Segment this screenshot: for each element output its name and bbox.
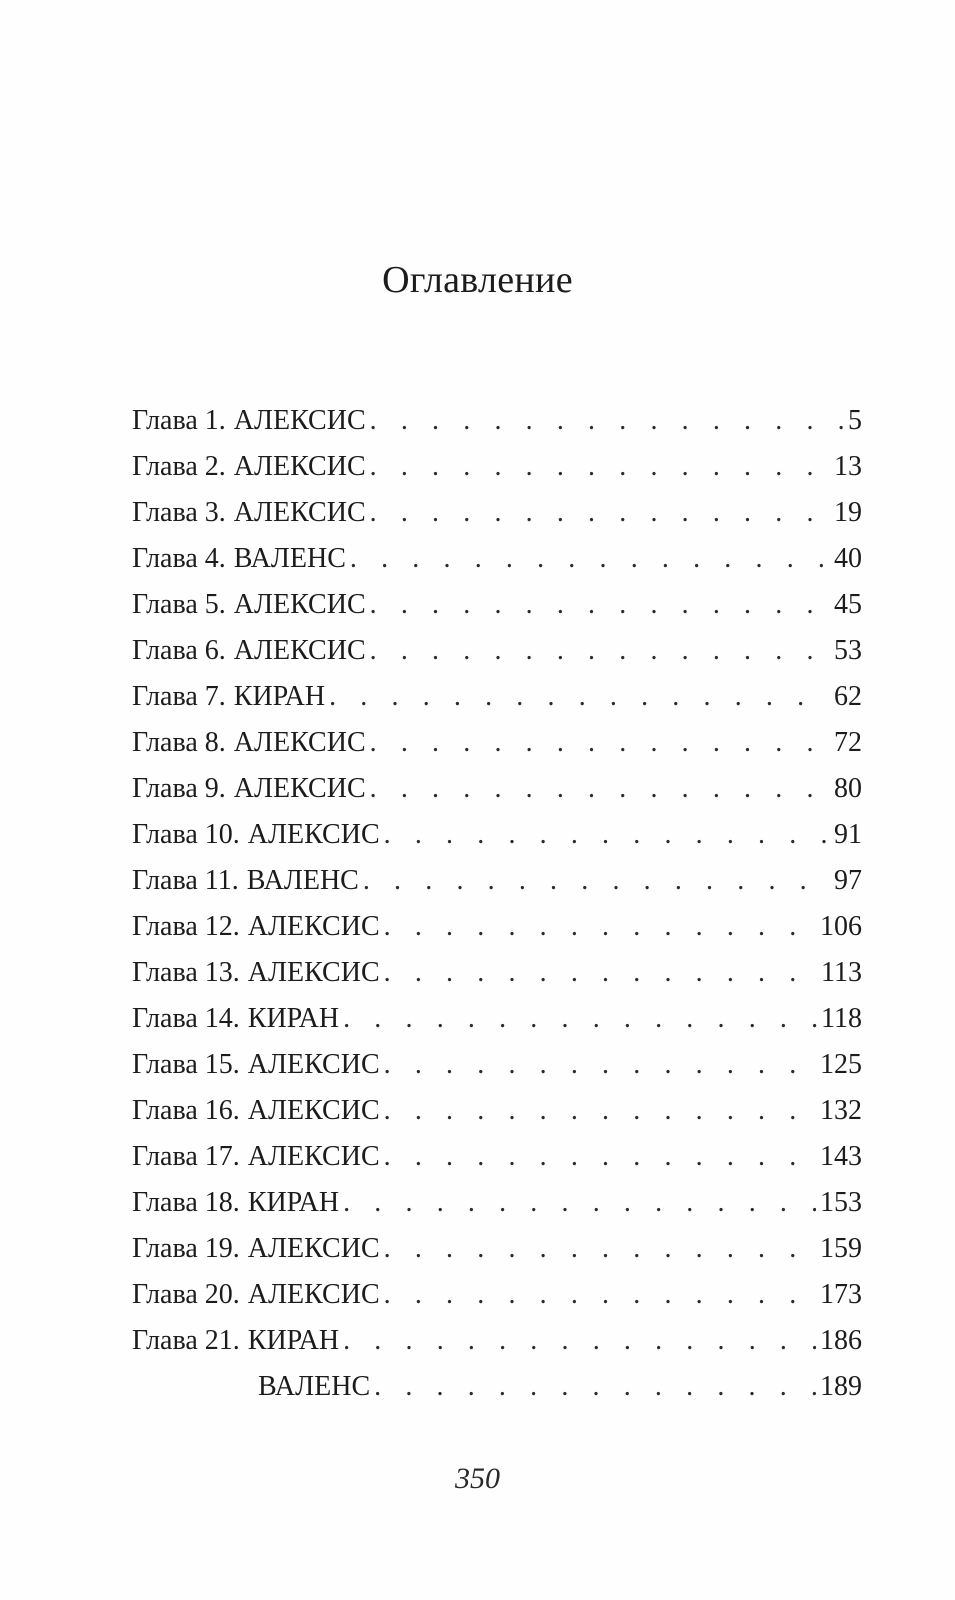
dot-leader bbox=[329, 674, 830, 720]
toc-entry bbox=[132, 674, 862, 720]
toc-entry-page: 91 bbox=[834, 819, 862, 850]
toc-entry-name: АЛЕКСИС bbox=[247, 911, 380, 942]
toc-entry-label bbox=[132, 1318, 339, 1364]
toc-entry bbox=[132, 858, 862, 904]
toc-entry-label bbox=[132, 1364, 370, 1410]
toc-entry-page: 173 bbox=[820, 1279, 862, 1310]
toc-entry-label bbox=[132, 720, 366, 766]
toc-entry-page: 5 bbox=[848, 405, 862, 436]
toc-entry bbox=[132, 950, 862, 996]
toc-entry-label bbox=[132, 812, 380, 858]
dot-leader bbox=[370, 766, 830, 812]
toc-entry-label bbox=[132, 858, 359, 904]
toc-entry-label bbox=[132, 582, 366, 628]
toc-entry-chapter: Глава 20. bbox=[132, 1279, 240, 1310]
toc-entry-chapter: Глава 15. bbox=[132, 1049, 240, 1080]
toc-entry-label bbox=[132, 1272, 380, 1318]
toc-entry-chapter: Глава 9. bbox=[132, 773, 226, 804]
toc-entry-label bbox=[132, 628, 366, 674]
dot-leader bbox=[370, 444, 830, 490]
toc-entry bbox=[132, 628, 862, 674]
toc-entry bbox=[132, 1226, 862, 1272]
toc-entry-label bbox=[132, 398, 366, 444]
toc-entry-chapter: Глава 11. bbox=[132, 865, 239, 896]
toc-entry-name: АЛЕКСИС bbox=[247, 1141, 380, 1172]
toc-entry bbox=[132, 1272, 862, 1318]
toc-entry-page: 143 bbox=[820, 1141, 862, 1172]
toc-entry bbox=[132, 398, 862, 444]
dot-leader bbox=[384, 950, 817, 996]
toc-entry-name: АЛЕКСИС bbox=[247, 1049, 380, 1080]
toc-entry-name: АЛЕКСИС bbox=[233, 589, 366, 620]
dot-leader bbox=[350, 536, 830, 582]
toc-entry-name: АЛЕКСИС bbox=[233, 773, 366, 804]
toc-entry bbox=[132, 444, 862, 490]
toc-entry-chapter: Глава 14. bbox=[132, 1003, 240, 1034]
toc-entry-label bbox=[132, 1180, 339, 1226]
toc-entry-chapter: Глава 5. bbox=[132, 589, 226, 620]
toc-entry bbox=[132, 536, 862, 582]
toc-entry-name: КИРАН bbox=[247, 1187, 340, 1218]
toc-entry-chapter: Глава 16. bbox=[132, 1095, 240, 1126]
toc-entry-name: АЛЕКСИС bbox=[233, 497, 366, 528]
toc-entry-name: АЛЕКСИС bbox=[247, 1279, 380, 1310]
toc-entry bbox=[132, 720, 862, 766]
toc-entry-label bbox=[132, 1226, 380, 1272]
toc-entry bbox=[132, 812, 862, 858]
toc-entry-chapter: Глава 4. bbox=[132, 543, 226, 574]
toc-entry-name: ВАЛЕНС bbox=[258, 1371, 371, 1402]
toc-entry-label bbox=[132, 1134, 380, 1180]
dot-leader bbox=[370, 490, 830, 536]
dot-leader bbox=[343, 996, 817, 1042]
toc-entry-page: 159 bbox=[820, 1233, 862, 1264]
toc-entry-name: КИРАН bbox=[233, 681, 326, 712]
toc-entry-page: 40 bbox=[834, 543, 862, 574]
toc-entry-label bbox=[132, 1088, 380, 1134]
toc-entry-name: АЛЕКСИС bbox=[247, 1233, 380, 1264]
dot-leader bbox=[370, 398, 844, 444]
toc-entry bbox=[132, 1180, 862, 1226]
toc-entry-name: КИРАН bbox=[247, 1003, 340, 1034]
toc-entry-chapter: Глава 8. bbox=[132, 727, 226, 758]
toc-entry-label bbox=[132, 490, 366, 536]
toc-entry-page: 153 bbox=[820, 1187, 862, 1218]
page-number: 350 bbox=[455, 1462, 500, 1495]
toc-entry-page: 80 bbox=[834, 773, 862, 804]
toc-entry-page: 53 bbox=[834, 635, 862, 666]
toc-entry-chapter: Глава 7. bbox=[132, 681, 226, 712]
dot-leader bbox=[384, 1272, 816, 1318]
toc-entry-chapter: Глава 10. bbox=[132, 819, 240, 850]
toc-entry-label bbox=[132, 904, 380, 950]
dot-leader bbox=[370, 628, 830, 674]
toc-entry-page: 125 bbox=[820, 1049, 862, 1080]
toc-entry bbox=[132, 582, 862, 628]
toc-entry-label bbox=[132, 444, 366, 490]
dot-leader bbox=[374, 1364, 816, 1410]
toc-entry-chapter: Глава 6. bbox=[132, 635, 226, 666]
toc-entry-name: ВАЛЕНС bbox=[233, 543, 346, 574]
toc-entry bbox=[132, 996, 862, 1042]
toc-entry-label bbox=[132, 950, 380, 996]
toc-list bbox=[132, 398, 862, 1410]
toc-entry-chapter: Глава 13. bbox=[132, 957, 240, 988]
dot-leader bbox=[384, 812, 830, 858]
dot-leader bbox=[384, 1088, 816, 1134]
toc-entry-name: АЛЕКСИС bbox=[247, 957, 380, 988]
toc-entry-label bbox=[132, 536, 346, 582]
toc-entry bbox=[132, 1088, 862, 1134]
toc-entry-chapter: Глава 19. bbox=[132, 1233, 240, 1264]
toc-title: Оглавление bbox=[382, 259, 573, 301]
toc-entry bbox=[132, 1134, 862, 1180]
dot-leader bbox=[384, 904, 816, 950]
toc-entry-chapter: Глава 17. bbox=[132, 1141, 240, 1172]
toc-entry-name: ВАЛЕНС bbox=[246, 865, 359, 896]
toc-entry-chapter: Глава 12. bbox=[132, 911, 240, 942]
toc-entry-page: 189 bbox=[820, 1371, 862, 1402]
toc-entry-chapter: Глава 3. bbox=[132, 497, 226, 528]
toc-entry-page: 186 bbox=[820, 1325, 862, 1356]
toc-entry-label bbox=[132, 996, 339, 1042]
toc-entry-page: 62 bbox=[834, 681, 862, 712]
toc-entry-label bbox=[132, 1042, 380, 1088]
dot-leader bbox=[384, 1226, 816, 1272]
toc-entry bbox=[132, 766, 862, 812]
toc-entry-page: 13 bbox=[834, 451, 862, 482]
toc-entry bbox=[132, 1364, 862, 1410]
dot-leader bbox=[384, 1042, 816, 1088]
dot-leader bbox=[370, 720, 830, 766]
toc-entry-name: АЛЕКСИС bbox=[233, 451, 366, 482]
toc-entry-page: 72 bbox=[834, 727, 862, 758]
toc-entry-chapter: Глава 2. bbox=[132, 451, 226, 482]
dot-leader bbox=[343, 1180, 816, 1226]
dot-leader bbox=[363, 858, 830, 904]
toc-entry-page: 97 bbox=[834, 865, 862, 896]
toc-entry-name: АЛЕКСИС bbox=[247, 1095, 380, 1126]
toc-entry-page: 106 bbox=[820, 911, 862, 942]
toc-entry-page: 45 bbox=[834, 589, 862, 620]
toc-entry bbox=[132, 490, 862, 536]
dot-leader bbox=[384, 1134, 816, 1180]
toc-entry-page: 132 bbox=[820, 1095, 862, 1126]
toc-entry-name: АЛЕКСИС bbox=[233, 727, 366, 758]
toc-entry-name: АЛЕКСИС bbox=[233, 405, 366, 436]
toc-entry-page: 19 bbox=[834, 497, 862, 528]
toc-entry bbox=[132, 1318, 862, 1364]
toc-entry bbox=[132, 1042, 862, 1088]
toc-entry bbox=[132, 904, 862, 950]
toc-entry-chapter: Глава 1. bbox=[132, 405, 226, 436]
toc-entry-page: 113 bbox=[821, 957, 862, 988]
toc-entry-chapter: Глава 18. bbox=[132, 1187, 240, 1218]
toc-entry-name: АЛЕКСИС bbox=[247, 819, 380, 850]
toc-entry-name: АЛЕКСИС bbox=[233, 635, 366, 666]
toc-entry-label bbox=[132, 674, 325, 720]
dot-leader bbox=[343, 1318, 816, 1364]
toc-entry-label bbox=[132, 766, 366, 812]
toc-entry-page: 118 bbox=[821, 1003, 862, 1034]
dot-leader bbox=[370, 582, 830, 628]
toc-entry-chapter: Глава 21. bbox=[132, 1325, 240, 1356]
toc-entry-name: КИРАН bbox=[247, 1325, 340, 1356]
